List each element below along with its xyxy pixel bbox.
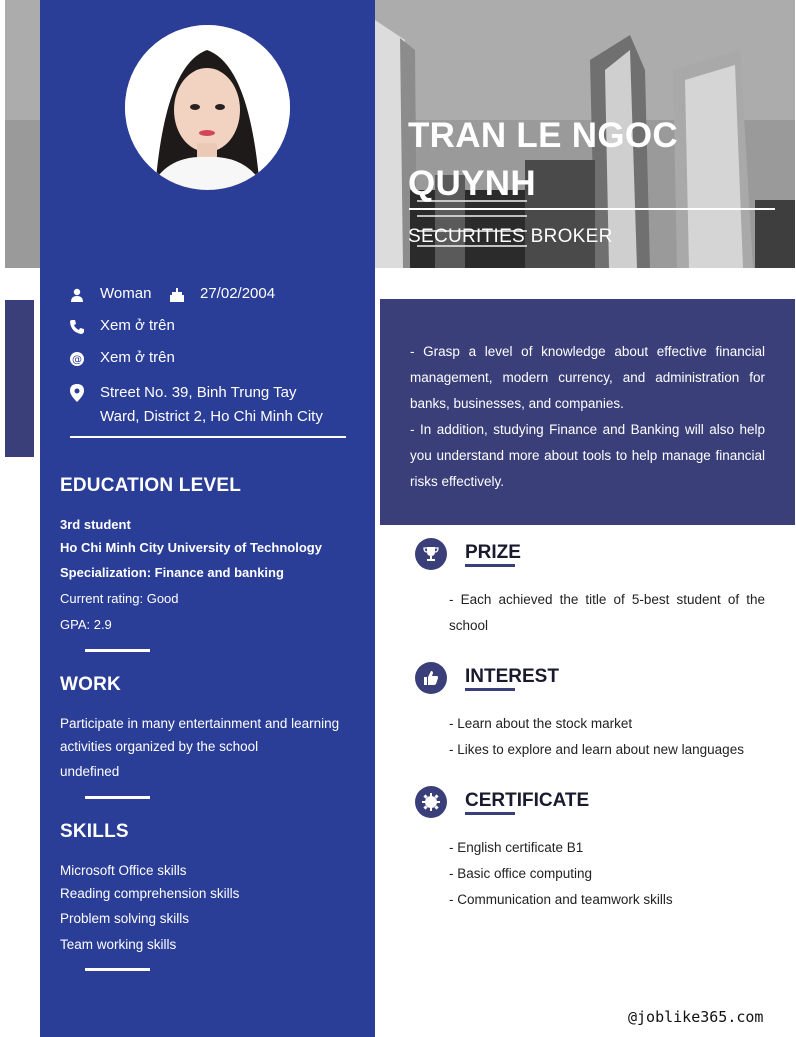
certificate-item: - Basic office computing bbox=[449, 866, 593, 881]
email-icon bbox=[68, 350, 86, 368]
prize-item: - Each achieved the title of 5-best student of the school bbox=[449, 592, 765, 633]
education-divider bbox=[85, 649, 150, 652]
cake-icon bbox=[168, 286, 186, 304]
education-rating: Current rating: Good bbox=[60, 591, 179, 606]
email-text: Xem ở trên bbox=[100, 349, 175, 366]
education-title: EDUCATION LEVEL bbox=[60, 475, 242, 496]
name-underline bbox=[409, 208, 775, 210]
work-extra: undefined bbox=[60, 764, 120, 779]
education-school: Ho Chi Minh City University of Technology bbox=[60, 540, 322, 555]
thumbs-up-icon bbox=[415, 662, 447, 694]
address-text: Street No. 39, Binh Trung Tay Ward, District 2, Ho Chi Minh City bbox=[100, 384, 323, 425]
education-specialization: Specialization: Finance and banking bbox=[60, 565, 284, 580]
skill-item: Microsoft Office skills bbox=[60, 863, 187, 878]
objective-box bbox=[380, 299, 795, 525]
interest-item: - Likes to explore and learn about new languages bbox=[449, 742, 744, 757]
interest-item: - Learn about the stock market bbox=[449, 716, 633, 731]
contact-divider bbox=[70, 436, 346, 438]
interest-title: INTEREST bbox=[465, 666, 559, 687]
prize-underline bbox=[465, 564, 515, 567]
work-description: Participate in many entertainment and learning activities organized by the school bbox=[60, 716, 340, 754]
skill-item: Problem solving skills bbox=[60, 911, 190, 926]
user-icon bbox=[68, 286, 86, 304]
profile-photo bbox=[125, 25, 290, 190]
left-accent-bar bbox=[5, 300, 34, 457]
birthday-text: 27/02/2004 bbox=[200, 285, 276, 302]
education-gpa: GPA: 2.9 bbox=[60, 617, 112, 632]
phone-icon bbox=[68, 318, 86, 336]
skill-item: Team working skills bbox=[60, 937, 177, 952]
certificate-title: CERTIFICATE bbox=[465, 790, 590, 811]
watermark: @joblike365.com bbox=[628, 1008, 764, 1026]
certificate-item: - English certificate B1 bbox=[449, 840, 584, 855]
candidate-role: SECURITIES BROKER bbox=[408, 226, 613, 247]
candidate-name: TRAN LE NGOC QUYNH bbox=[408, 116, 678, 203]
address-row bbox=[68, 381, 340, 429]
objective-text bbox=[410, 339, 765, 495]
gender-row bbox=[68, 285, 151, 304]
email-row bbox=[68, 349, 175, 368]
location-icon bbox=[68, 384, 86, 402]
trophy-icon bbox=[415, 538, 447, 570]
skills-title: SKILLS bbox=[60, 821, 129, 842]
sidebar bbox=[40, 0, 375, 1037]
birthday-row bbox=[168, 285, 275, 304]
certificate-item: - Communication and teamwork skills bbox=[449, 892, 673, 907]
phone-text: Xem ở trên bbox=[100, 317, 175, 334]
interest-underline bbox=[465, 688, 515, 691]
work-title: WORK bbox=[60, 674, 121, 695]
svg-text:@: @ bbox=[72, 354, 82, 366]
prize-title: PRIZE bbox=[465, 542, 521, 563]
phone-row bbox=[68, 317, 175, 336]
work-divider bbox=[85, 796, 150, 799]
certificate-underline bbox=[465, 812, 515, 815]
education-year: 3rd student bbox=[60, 517, 131, 532]
objective-item: - Grasp a level of knowledge about effective financial management, modern currency, and administration for banks, businesses, and companies. bbox=[410, 344, 765, 411]
skill-item: Reading comprehension skills bbox=[60, 886, 240, 901]
gear-badge-icon bbox=[415, 786, 447, 818]
objective-item: - In addition, studying Finance and Banking will also help you understand more about tools to help manage financial risks effectively. bbox=[410, 422, 765, 489]
gender-text: Woman bbox=[100, 285, 152, 302]
skills-divider bbox=[85, 968, 150, 971]
